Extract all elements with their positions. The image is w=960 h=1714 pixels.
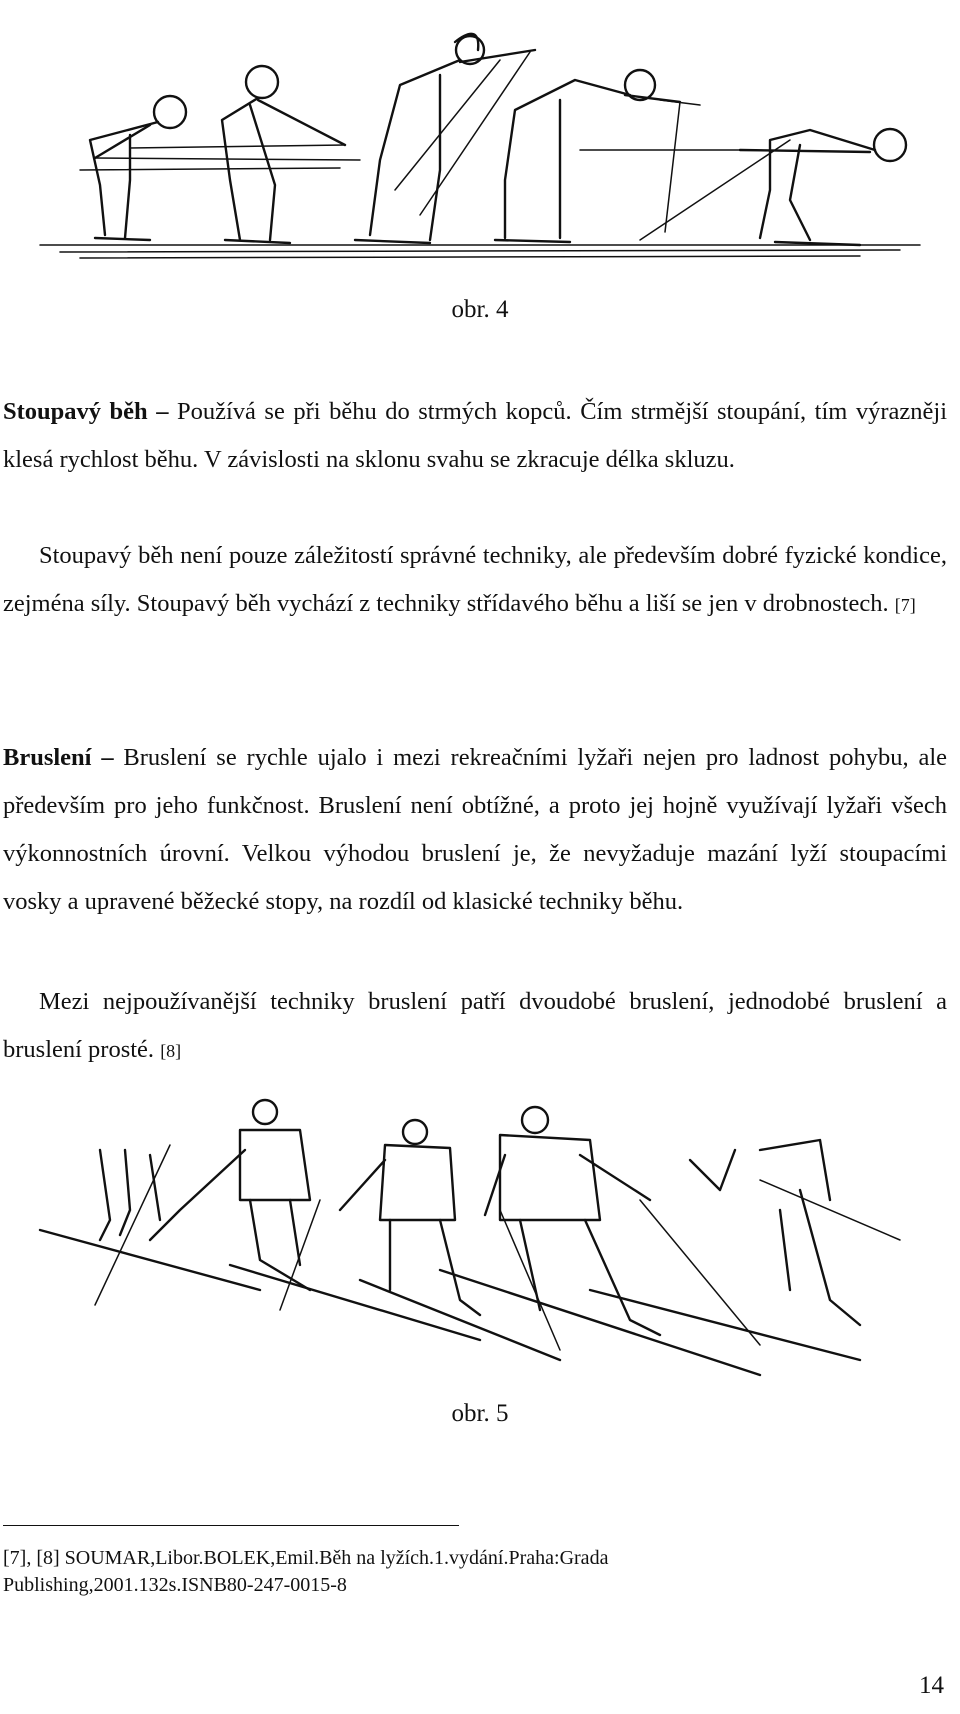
term-heading: Bruslení –	[3, 744, 114, 771]
figure-caption: obr. 4	[451, 296, 509, 323]
footnote-line: Publishing,2001.132s.ISNB80-247-0015-8	[3, 1574, 347, 1596]
paragraph-skating-techniques	[3, 978, 947, 1075]
skier-figure	[340, 1120, 480, 1315]
figure-skier-sequence-skating	[0, 1090, 960, 1380]
paragraph-skating	[3, 734, 947, 926]
illustration-skating-skiers	[0, 1090, 960, 1380]
page-number: 14	[919, 1672, 944, 1699]
illustration-climbing-skiers	[0, 0, 960, 280]
skier-figure	[100, 1150, 160, 1240]
skier-figure	[495, 70, 700, 242]
footnote	[3, 1545, 943, 1599]
skier-figure	[80, 96, 360, 240]
paragraph-text: Bruslení se rychle ujalo i mezi rekreačními lyžaři nejen pro ladnost pohybu, ale především pro jeho funkčnost. Bruslení není obtížné, a proto jej hojně využívají lyžaři všech výkonnostních úrovní. Velkou výhodou bruslení je, že nevyžaduje mazání lyží stoupacími vosky a upravené běžecké stopy, na rozdíl od klasické techniky běhu.	[3, 744, 947, 915]
skier-figure	[580, 129, 906, 245]
footnote-line: [7], [8] SOUMAR,Libor.BOLEK,Emil.Běh na lyžích.1.vydání.Praha:Grada	[3, 1547, 609, 1569]
footnote-divider	[3, 1525, 459, 1526]
citation-reference: [7]	[894, 595, 916, 615]
skier-figure	[355, 34, 535, 243]
paragraph-text: Stoupavý běh není pouze záležitostí správné techniky, ale především dobré fyzické kondice, zejména síly. Stoupavý běh vychází z techniky střídavého běhu a liší se jen v drobnostech.	[3, 542, 947, 617]
paragraph-text: Používá se při běhu do strmých kopců. Čím strmější stoupání, tím výrazněji klesá rychlost běhu. V závislosti na sklonu svahu se zkracuje délka skluzu.	[3, 398, 947, 473]
figure-caption: obr. 5	[451, 1400, 509, 1427]
paragraph-text: Mezi nejpoužívanější techniky bruslení patří dvoudobé bruslení, jednodobé bruslení a bruslení prosté.	[3, 988, 947, 1063]
term-heading: Stoupavý běh –	[3, 398, 169, 425]
skier-figure	[690, 1140, 860, 1325]
paragraph-climbing-run-details	[3, 532, 947, 629]
skier-figure	[130, 66, 345, 243]
citation-reference: [8]	[160, 1041, 182, 1061]
paragraph-climbing-run	[3, 388, 947, 484]
figure-skier-sequence-climbing	[0, 0, 960, 280]
skier-figure	[150, 1100, 310, 1290]
